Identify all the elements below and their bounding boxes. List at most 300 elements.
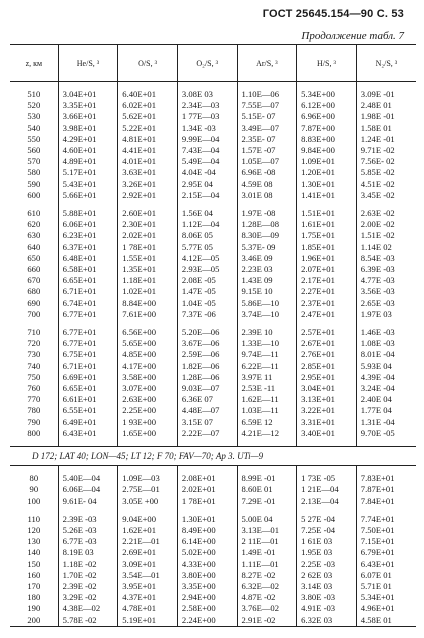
value-cell: 3.09E -01 [356, 89, 416, 100]
value-cell: 1.34E -03 [177, 123, 237, 134]
value-cell: 1.41E+01 [297, 190, 357, 201]
spacer-cell [58, 439, 118, 447]
altitude-cell: 170 [27, 580, 41, 591]
column-header: z, км [10, 45, 58, 82]
value-cell: 2.22E—07 [177, 428, 237, 439]
value-cell: 5.20E—06 [177, 327, 237, 338]
value-cell: 1.28E—08 [237, 219, 297, 230]
altitude-cell: 710 [27, 327, 41, 338]
value-cell: 2.39E 10 [237, 327, 297, 338]
spacer-cell [118, 507, 178, 514]
spacer-cell [356, 466, 416, 474]
value-cell: 9.84E+00 [297, 145, 357, 156]
spacer-cell [356, 201, 416, 208]
value-cell: 4.59E 08 [237, 179, 297, 190]
value-cell: 8.30E—09 [237, 230, 297, 241]
value-cell: 4.85E+00 [118, 349, 178, 360]
value-cell: 8.19E 03 [58, 547, 118, 558]
value-cell: 4.04E -04 [177, 167, 237, 178]
table-row [10, 134, 416, 145]
table-row [10, 309, 416, 320]
value-cell: 1.95E 03 [297, 547, 357, 558]
value-cell: 8.49E+00 [177, 525, 237, 536]
value-cell: 1.65E+00 [118, 428, 178, 439]
altitude-cell: 680 [27, 286, 41, 297]
value-cell: 1.43E 09 [237, 275, 297, 286]
value-cell: 6.23E+01 [58, 230, 118, 241]
table-row [10, 219, 416, 230]
altitude-cell: 690 [27, 297, 41, 308]
value-cell: 3.56E -03 [356, 286, 416, 297]
altitude-cell: 550 [27, 133, 41, 144]
table-row [10, 496, 416, 507]
value-cell: 7.83E+01 [356, 473, 416, 484]
value-cell: 1.28E—06 [177, 372, 237, 383]
value-cell: 4.58E 01 [356, 615, 416, 627]
value-cell: 2.75E—01 [118, 484, 178, 495]
table-row [10, 603, 416, 614]
value-cell: 1.33E—10 [237, 338, 297, 349]
altitude-cell: 700 [27, 308, 41, 319]
table-row [10, 361, 416, 372]
spacer-cell [58, 320, 118, 327]
value-cell: 1.98E -01 [356, 111, 416, 122]
value-cell: 2.35E- 07 [237, 134, 297, 145]
value-cell: 6.77E+01 [58, 309, 118, 320]
value-cell: 8.27E -02 [237, 570, 297, 581]
spacer-cell [58, 466, 118, 474]
value-cell: 3.29E -02 [58, 592, 118, 603]
altitude-cell: 800 [27, 427, 41, 438]
value-cell: 2.69E+01 [118, 547, 178, 558]
table-row [10, 383, 416, 394]
value-cell: 4.89E+01 [58, 156, 118, 167]
value-cell: 2.93E—05 [177, 264, 237, 275]
value-cell: 3.22E+01 [297, 405, 357, 416]
value-cell: 1.55E+01 [118, 253, 178, 264]
value-cell: 3.24E -04 [356, 383, 416, 394]
spacer-cell [10, 320, 58, 327]
spacer-cell [58, 82, 118, 90]
column-header: N₂/S, ³ [356, 45, 416, 82]
value-cell: 1.18E+01 [118, 275, 178, 286]
value-cell: 6.65E+01 [58, 275, 118, 286]
spacer-cell [118, 82, 178, 90]
table-row [10, 559, 416, 570]
spacer-cell [237, 320, 297, 327]
value-cell: 1.30E+01 [177, 514, 237, 525]
value-cell: 1.18E -02 [58, 559, 118, 570]
spacer-cell [118, 439, 178, 447]
value-cell: 5 27E -04 [297, 514, 357, 525]
table-row [10, 190, 416, 201]
spacer-cell [10, 507, 58, 514]
value-cell: 6.69E+01 [58, 372, 118, 383]
table-row [10, 394, 416, 405]
spacer-cell [237, 82, 297, 90]
value-cell: 1.96E+01 [297, 253, 357, 264]
altitude-cell: 510 [27, 89, 41, 99]
value-cell: 4.21E—12 [237, 428, 297, 439]
value-cell: 1 93E+00 [118, 417, 178, 428]
value-cell: 3.66E+01 [58, 111, 118, 122]
value-cell: 6.74E+01 [58, 298, 118, 309]
value-cell: 1.70E -02 [58, 570, 118, 581]
value-cell: 1.62E—11 [237, 394, 297, 405]
altitude-cell: 190 [27, 603, 41, 614]
table-row [10, 167, 416, 178]
conditions-row [10, 447, 416, 466]
value-cell: 9.15E 10 [237, 286, 297, 297]
spacer-cell [297, 201, 357, 208]
altitude-cell: 560 [27, 145, 41, 156]
spacer-cell [297, 82, 357, 90]
value-cell: 5.34E+01 [356, 592, 416, 603]
value-cell: 3.01E 08 [237, 190, 297, 201]
spacer-cell [118, 466, 178, 474]
value-cell: 6.43E+01 [58, 428, 118, 439]
value-cell: 9.03E—07 [177, 383, 237, 394]
value-cell: 4.39E -04 [356, 372, 416, 383]
value-cell: 2.92E+01 [118, 190, 178, 201]
value-cell: 1.24E -01 [356, 134, 416, 145]
value-cell: 2.13E—04 [297, 496, 357, 507]
value-cell: 3.80E -03 [297, 592, 357, 603]
value-cell: 1.77E 04 [356, 405, 416, 416]
value-cell: 6.77E+01 [58, 327, 118, 338]
value-cell: 2.17E+01 [297, 275, 357, 286]
model-conditions-text: D 172; LAT 40; LON—45; LT 12; F 70; FAV—70; Ap 3. UTi—9 [10, 447, 416, 466]
value-cell: 7.15E+01 [356, 536, 416, 547]
spacer-cell [177, 439, 237, 447]
value-cell: 6.22E—11 [237, 361, 297, 372]
value-cell: 3.15E 07 [177, 417, 237, 428]
value-cell: 4.41E+01 [118, 145, 178, 156]
value-cell: 5.00E 04 [237, 514, 297, 525]
table-row [10, 89, 416, 100]
value-cell: 4.48E—07 [177, 405, 237, 416]
value-cell: 1.56E 04 [177, 208, 237, 219]
value-cell: 6.06E—04 [58, 484, 118, 495]
altitude-cell: 200 [10, 615, 58, 627]
value-cell: 5.86E—10 [237, 298, 297, 309]
value-cell: 6.75E+01 [58, 349, 118, 360]
altitude-cell: 100 [27, 495, 41, 506]
value-cell: 3.63E+01 [118, 167, 178, 178]
altitude-cell: 120 [27, 524, 41, 535]
table-row [10, 547, 416, 558]
value-cell: 4.91E -03 [297, 603, 357, 614]
value-cell: 5.65E+00 [118, 338, 178, 349]
value-cell: 4.17E+00 [118, 361, 178, 372]
altitude-cell: 600 [27, 189, 41, 200]
value-cell: 6.37E+01 [58, 242, 118, 253]
value-cell: 3.13E+01 [297, 394, 357, 405]
altitude-cell: 790 [27, 416, 41, 427]
altitude-cell: 520 [27, 100, 41, 111]
spacer-cell [356, 82, 416, 90]
value-cell: 6.32E—02 [237, 581, 297, 592]
column-header: Ar/S, ³ [237, 45, 297, 82]
value-cell: 3.97E 11 [237, 372, 297, 383]
value-cell: 5.62E+01 [118, 111, 178, 122]
value-cell: 2.30E+01 [118, 219, 178, 230]
table-row [10, 286, 416, 297]
value-cell: 4.33E+00 [177, 559, 237, 570]
value-cell: 2.00E -02 [356, 219, 416, 230]
value-cell: 8.54E -03 [356, 253, 416, 264]
table-row [10, 298, 416, 309]
value-cell: 2 11E—01 [237, 536, 297, 547]
altitude-cell: 540 [27, 122, 41, 133]
value-cell: 3.31E+01 [297, 417, 357, 428]
value-cell: 1.35E+01 [118, 264, 178, 275]
value-cell: 5.37E- 09 [237, 242, 297, 253]
value-cell: 6.58E+01 [58, 264, 118, 275]
spacer-cell [356, 439, 416, 447]
value-cell: 3.46E 09 [237, 253, 297, 264]
value-cell: 7.74E+01 [356, 514, 416, 525]
value-cell: 2.25E -03 [297, 559, 357, 570]
table-row [10, 123, 416, 134]
spacer-row [10, 439, 416, 447]
value-cell: 1.61E+01 [297, 219, 357, 230]
value-cell: 4.01E+01 [118, 156, 178, 167]
value-cell: 3.13E—01 [237, 525, 297, 536]
value-cell: 9.99E—04 [177, 134, 237, 145]
value-cell: 2.67E+01 [297, 338, 357, 349]
value-cell: 5.43E+01 [58, 179, 118, 190]
value-cell: 6.55E+01 [58, 405, 118, 416]
value-cell: 1.51E -02 [356, 230, 416, 241]
value-cell: 3.09E+01 [118, 559, 178, 570]
spacer-cell [177, 507, 237, 514]
value-cell: 7.37E -06 [177, 309, 237, 320]
value-cell: 3.80E+00 [177, 570, 237, 581]
value-cell: 4.51E -02 [356, 179, 416, 190]
value-cell: 2.15E—04 [177, 190, 237, 201]
table-row [10, 230, 416, 241]
spacer-row [10, 507, 416, 514]
value-cell: 3.40E+01 [297, 428, 357, 439]
value-cell: 9.61E- 04 [58, 496, 118, 507]
column-header: He/S, ³ [58, 45, 118, 82]
value-cell: 2.21E—01 [118, 536, 178, 547]
page-header: ГОСТ 25645.154—90 С. 53 [262, 8, 404, 20]
value-cell: 1.09E—03 [118, 473, 178, 484]
spacer-cell [10, 439, 58, 447]
spacer-row [10, 82, 416, 90]
altitude-cell: 580 [27, 167, 41, 178]
value-cell: 4.12E—05 [177, 253, 237, 264]
value-cell: 6.65E+01 [58, 383, 118, 394]
spacer-cell [356, 507, 416, 514]
value-cell: 4.96E+01 [356, 603, 416, 614]
value-cell: 2.34E—03 [177, 100, 237, 111]
value-cell: 4.60E+01 [58, 145, 118, 156]
value-cell: 1.97E -08 [237, 208, 297, 219]
table-row [10, 473, 416, 484]
altitude-cell: 630 [27, 230, 41, 241]
value-cell: 2.59E—06 [177, 349, 237, 360]
value-cell: 3.05E +00 [118, 496, 178, 507]
value-cell: 3.98E+01 [58, 123, 118, 134]
column-header: H/S, ³ [297, 45, 357, 82]
value-cell: 6.71E+01 [58, 361, 118, 372]
table-row [10, 349, 416, 360]
density-ratio-table [10, 44, 416, 627]
value-cell: 1.04E -05 [177, 298, 237, 309]
altitude-cell: 160 [27, 569, 41, 580]
value-cell: 1 61E 03 [297, 536, 357, 547]
value-cell: 7.25E -04 [297, 525, 357, 536]
value-cell: 6.77E+01 [58, 338, 118, 349]
spacer-cell [297, 466, 357, 474]
spacer-cell [58, 507, 118, 514]
value-cell: 2.58E+00 [177, 603, 237, 614]
altitude-cell: 730 [27, 349, 41, 360]
spacer-cell [10, 201, 58, 208]
value-cell: 1 77E—03 [177, 111, 237, 122]
value-cell: 7.61E+00 [118, 309, 178, 320]
table-row [10, 525, 416, 536]
value-cell: 6.79E+01 [356, 547, 416, 558]
value-cell: 2.25E+00 [118, 405, 178, 416]
value-cell: 2.48E 01 [356, 100, 416, 111]
value-cell: 2.53E -11 [237, 383, 297, 394]
value-cell: 9.04E+00 [118, 514, 178, 525]
value-cell: 6.96E -08 [237, 167, 297, 178]
value-cell: 3.35E+01 [58, 100, 118, 111]
value-cell: 3.54E—01 [118, 570, 178, 581]
value-cell: 3.26E+01 [118, 179, 178, 190]
altitude-cell: 150 [27, 558, 41, 569]
value-cell: 2.60E+01 [118, 208, 178, 219]
value-cell: 7.87E+00 [297, 123, 357, 134]
value-cell: 2.63E+00 [118, 394, 178, 405]
table-row [10, 242, 416, 253]
value-cell: 5.85E -02 [356, 167, 416, 178]
altitude-cell: 770 [27, 394, 41, 405]
altitude-cell: 90 [29, 484, 39, 495]
value-cell: 2.07E+01 [297, 264, 357, 275]
value-cell: 6.36E 07 [177, 394, 237, 405]
value-cell: 6.61E+01 [58, 394, 118, 405]
value-cell: 5.40E—04 [58, 473, 118, 484]
altitude-cell: 760 [27, 383, 41, 394]
value-cell: 4.37E+01 [118, 592, 178, 603]
altitude-cell: 180 [27, 592, 41, 603]
value-cell: 1 78E+01 [177, 496, 237, 507]
value-cell: 2.57E+01 [297, 327, 357, 338]
value-cell: 3.74E—10 [237, 309, 297, 320]
value-cell: 2.85E+01 [297, 361, 357, 372]
value-cell: 5.26E -03 [58, 525, 118, 536]
value-cell: 1.10E—06 [237, 89, 297, 100]
value-cell: 5.93E 04 [356, 361, 416, 372]
table-row [10, 208, 416, 219]
value-cell: 6.06E+01 [58, 219, 118, 230]
spacer-cell [118, 201, 178, 208]
value-cell: 3.04E+01 [58, 89, 118, 100]
value-cell: 1.57E -07 [237, 145, 297, 156]
table-row [10, 253, 416, 264]
value-cell: 2.24E+00 [177, 615, 237, 627]
table-row [10, 327, 416, 338]
spacer-row [10, 320, 416, 327]
value-cell: 1 21E—04 [297, 484, 357, 495]
value-cell: 9.70E -05 [356, 428, 416, 439]
value-cell: 6.32E 03 [297, 615, 357, 627]
value-cell: 8.84E+00 [118, 298, 178, 309]
value-cell: 7.29E -01 [237, 496, 297, 507]
value-cell: 1.02E+01 [118, 286, 178, 297]
value-cell: 1 78E+01 [118, 242, 178, 253]
value-cell: 6.12E+00 [297, 100, 357, 111]
value-cell: 3.58E+00 [118, 372, 178, 383]
spacer-cell [237, 466, 297, 474]
table-row [10, 592, 416, 603]
spacer-cell [237, 507, 297, 514]
table-row [10, 145, 416, 156]
table-row [10, 111, 416, 122]
value-cell: 6.96E+00 [297, 111, 357, 122]
altitude-cell: 740 [27, 360, 41, 371]
value-cell: 7.87E+01 [356, 484, 416, 495]
value-cell: 2.95E+01 [297, 372, 357, 383]
value-cell: 5.02E+00 [177, 547, 237, 558]
altitude-cell: 110 [27, 513, 41, 524]
altitude-cell: 530 [27, 111, 41, 122]
value-cell: 1.62E+01 [118, 525, 178, 536]
spacer-cell [177, 466, 237, 474]
table-row [10, 581, 416, 592]
table-row [10, 514, 416, 525]
value-cell: 1.31E -04 [356, 417, 416, 428]
altitude-cell: 570 [27, 156, 41, 167]
spacer-cell [356, 320, 416, 327]
table-row [10, 417, 416, 428]
value-cell: 1.14E 02 [356, 242, 416, 253]
table-continuation-label: Продолжение табл. 7 [301, 30, 404, 42]
value-cell: 5.19E+01 [118, 615, 178, 627]
value-cell: 8.60E 01 [237, 484, 297, 495]
value-cell: 7.43E—04 [177, 145, 237, 156]
spacer-cell [177, 82, 237, 90]
value-cell: 1.51E+01 [297, 208, 357, 219]
value-cell: 6.71E+01 [58, 286, 118, 297]
value-cell: 6.02E+01 [118, 100, 178, 111]
value-cell: 1 73E -05 [297, 473, 357, 484]
value-cell: 4.81E+01 [118, 134, 178, 145]
value-cell: 1.08E -03 [356, 338, 416, 349]
value-cell: 5.71E 01 [356, 581, 416, 592]
value-cell: 5.34E+00 [297, 89, 357, 100]
value-cell: 6.43E+01 [356, 559, 416, 570]
value-cell: 1.97E 03 [356, 309, 416, 320]
value-cell: 2.94E+00 [177, 592, 237, 603]
value-cell: 4.78E+01 [118, 603, 178, 614]
table-row [10, 484, 416, 495]
value-cell: 2.40E 04 [356, 394, 416, 405]
value-cell: 7.56E- 02 [356, 156, 416, 167]
value-cell: 1.46E -03 [356, 327, 416, 338]
value-cell: 5.22E+01 [118, 123, 178, 134]
column-header: O₂/S, ³ [177, 45, 237, 82]
value-cell: 6.56E+00 [118, 327, 178, 338]
table-row [10, 405, 416, 416]
value-cell: 5.78E -02 [58, 615, 118, 627]
